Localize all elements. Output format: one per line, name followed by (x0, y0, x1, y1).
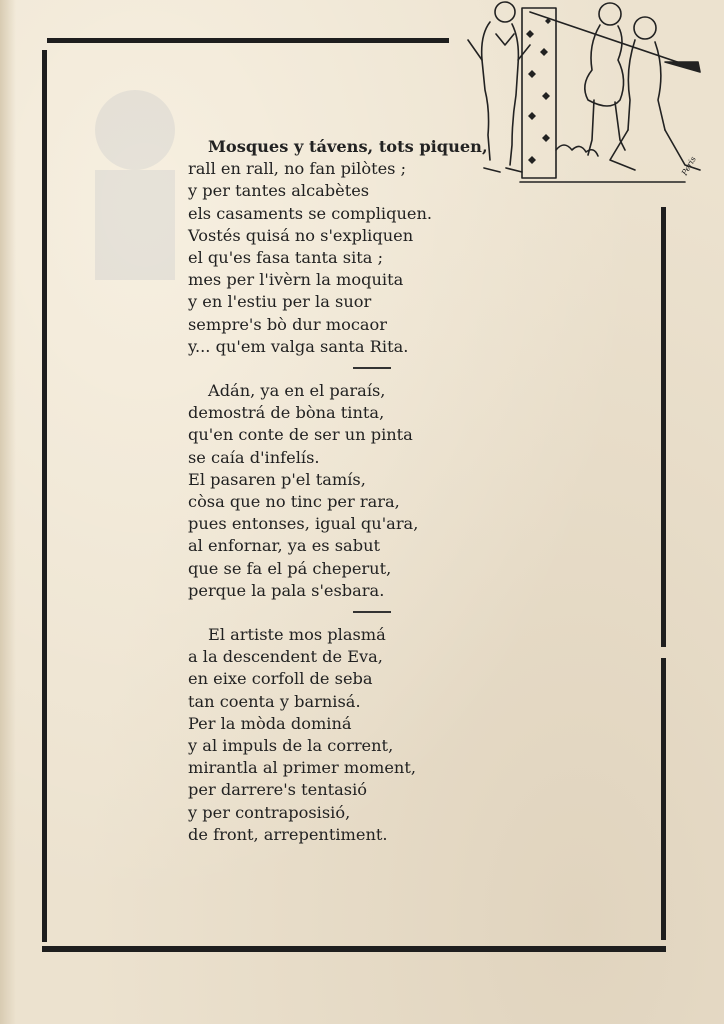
poem-line: per darrere's tentasió (188, 780, 368, 800)
poem-line: se caía d'infelís. (188, 447, 320, 467)
caricature-illustration (460, 0, 710, 190)
stanza-1 (188, 136, 488, 358)
poem-line: al enfornar, ya es sabut (188, 536, 381, 556)
poem-line: el qu'es fasa tanta sita ; (188, 248, 384, 268)
poem-line: mirantla al primer moment, (188, 758, 416, 778)
poem-line: rall en rall, no fan pilòtes ; (188, 159, 407, 179)
poem-line: y per tantes alcabètes (188, 181, 370, 201)
poem-line: y en l'estiu per la suor (188, 292, 372, 312)
frame-top-rule (47, 38, 449, 43)
poem-line: sempre's bò dur mocaor (188, 314, 388, 334)
stanza-3 (188, 624, 488, 846)
stanza-separator (353, 611, 391, 613)
poem-line: Per la mòda dominá (188, 713, 352, 733)
poem-line: demostrá de bòna tinta, (188, 403, 385, 423)
stanza-2 (188, 380, 488, 602)
frame-right-rule-lower (661, 658, 666, 940)
poem-line: y... qu'em valga santa Rita. (188, 336, 409, 356)
poem (188, 136, 488, 846)
poem-line: qu'en conte de ser un pinta (188, 425, 413, 445)
poem-line: Vostés quisá no s'expliquen (188, 225, 414, 245)
poem-line: perque la pala s'esbara. (188, 580, 385, 600)
stanza-separator (353, 367, 391, 369)
poem-line: Mosques y távens, tots piquen, (208, 137, 488, 156)
poem-line: que se fa el pá cheperut, (188, 558, 392, 578)
poem-line: de front, arrepentiment. (188, 824, 388, 844)
poem-line: tan coenta y barnisá. (188, 691, 361, 711)
poem-line: en eixe corfoll de seba (188, 669, 373, 689)
artist-signature: Peris (679, 154, 698, 177)
poem-line: Adán, ya en el paraís, (208, 381, 386, 401)
poem-line: pues entonses, igual qu'ara, (188, 514, 419, 534)
frame-left-rule (42, 50, 47, 942)
poem-line: El pasaren p'el tamís, (188, 469, 366, 489)
poem-line: y al impuls de la corrent, (188, 736, 394, 756)
page-spine-shadow (0, 0, 16, 1024)
poem-line: y per contraposisió, (188, 802, 351, 822)
poem-line: els casaments se compliquen. (188, 203, 433, 223)
poem-line: còsa que no tinc per rara, (188, 492, 400, 512)
frame-right-rule-upper (661, 207, 666, 647)
frame-bottom-rule (42, 946, 666, 952)
poem-line: El artiste mos plasmá (208, 625, 386, 645)
poem-line: mes per l'ivèrn la moquita (188, 270, 404, 290)
poem-line: a la descendent de Eva, (188, 647, 383, 667)
